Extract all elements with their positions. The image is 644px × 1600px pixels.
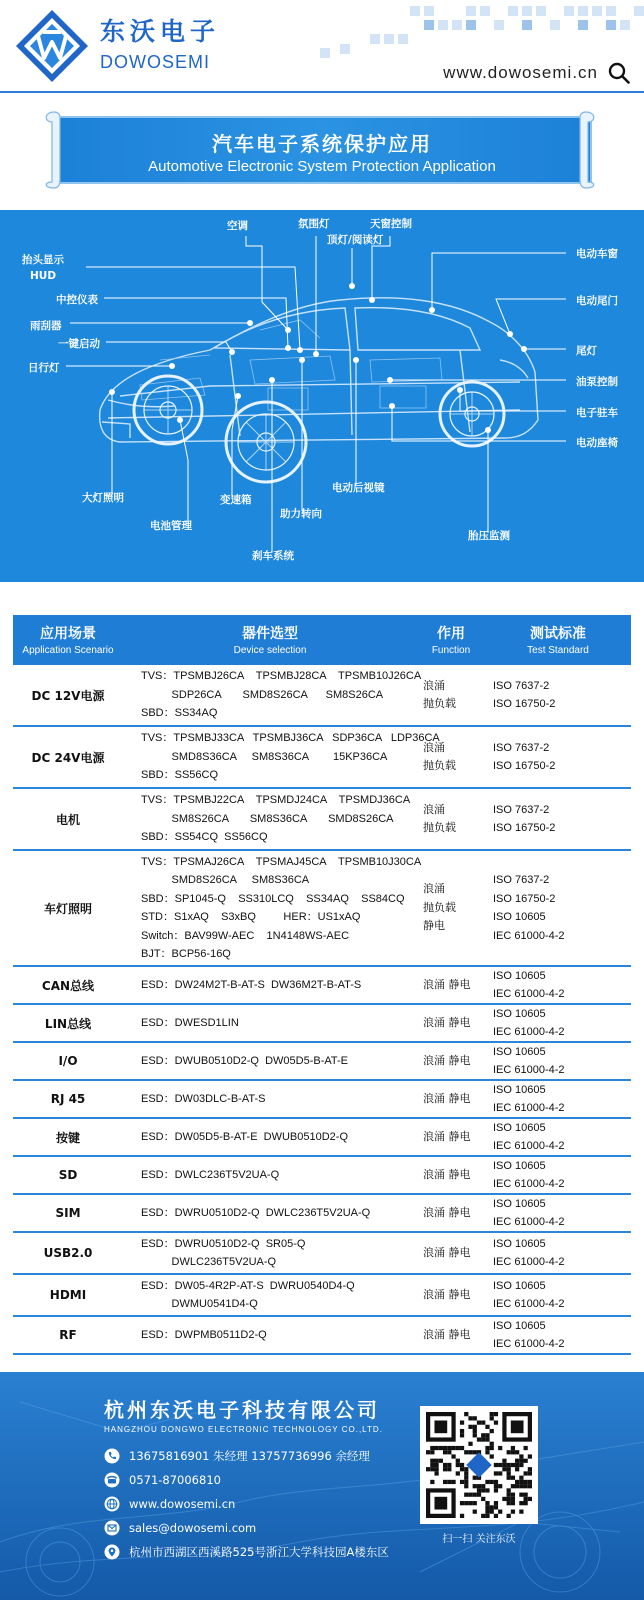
device-line: TVS：TPSMBJ26CA TPSMBJ28CA TPSMB10J26CA — [141, 670, 422, 683]
function-line: 浪涌 静电 — [423, 1015, 471, 1029]
page-title-cn: 汽车电子系统保护应用 — [212, 132, 432, 156]
function-line: 浪涌 — [423, 740, 445, 754]
function-cell — [417, 1043, 485, 1079]
device-cell — [123, 1195, 417, 1231]
function-cell — [417, 665, 485, 725]
brand-name-cn: 东沃电子 — [100, 17, 221, 46]
label-gearbox: 变速箱 — [220, 494, 252, 506]
standard-line: ISO 10605 — [493, 969, 546, 982]
function-line: 浪涌 静电 — [423, 1129, 471, 1143]
standard-cell — [485, 1081, 631, 1117]
label-headlight: 大灯照明 — [82, 492, 124, 504]
scenario-cell: CAN总线 — [41, 978, 95, 993]
standard-line: ISO 7637-2 — [493, 679, 550, 692]
function-cell — [417, 851, 485, 965]
device-line: ESD：DWUB0510D2-Q DW05D5-B-AT-E — [141, 1054, 349, 1067]
standard-line: ISO 7637-2 — [493, 803, 550, 816]
label-power-tailgate: 电动尾门 — [576, 295, 618, 307]
device-cell — [123, 1317, 417, 1353]
standard-line: IEC 61000-4-2 — [493, 988, 565, 1000]
header-function: 作用 Function — [431, 625, 471, 656]
label-tire-pressure: 胎压监测 — [468, 530, 510, 542]
device-line: ESD：DW05-4R2P-AT-S DWRU0540D4-Q — [141, 1279, 355, 1292]
standard-line: ISO 10605 — [493, 1083, 546, 1096]
company-name-en: HANGZHOU DONGWO ELECTRONIC TECHNOLOGY CO.,LTD. — [104, 1425, 383, 1434]
label-ambient-light: 氛围灯 — [298, 218, 330, 230]
standard-line: IEC 61000-4-2 — [493, 929, 565, 942]
standard-line: ISO 16750-2 — [493, 892, 556, 905]
device-line: DWLC236T5V2UA-Q — [141, 1256, 277, 1268]
function-line: 浪涌 静电 — [423, 1205, 471, 1219]
device-line: TVS：TPSMBJ22CA TPSMDJ24CA TPSMDJ36CA — [141, 794, 411, 807]
standard-line: IEC 61000-4-2 — [493, 1026, 565, 1038]
standard-cell — [485, 1043, 631, 1079]
label-tail-light: 尾灯 — [576, 345, 597, 357]
car-wireframe — [0, 210, 644, 582]
scenario-cell: RJ 45 — [50, 1092, 86, 1106]
standard-line: IEC 61000-4-2 — [493, 1338, 565, 1350]
title-banner-body — [52, 116, 592, 184]
scroll-left-decoration — [40, 110, 62, 190]
table-row — [13, 1233, 631, 1275]
table-row — [13, 789, 631, 851]
device-line: ESD：DW24M2T-B-AT-S DW36M2T-B-AT-S — [141, 978, 362, 991]
footer — [0, 1372, 644, 1600]
function-line: 浪涌 静电 — [423, 1245, 471, 1259]
label-fuel-pump-control: 油泵控制 — [576, 376, 618, 388]
table-row — [13, 1081, 631, 1119]
table-row — [13, 1119, 631, 1157]
website-url-text[interactable]: www.dowosemi.cn — [443, 63, 598, 82]
device-line: ESD：DWESD1LIN — [141, 1016, 239, 1029]
table-row — [13, 1317, 631, 1355]
standard-cell — [485, 1195, 631, 1231]
device-cell — [123, 1275, 417, 1315]
device-cell — [123, 967, 417, 1003]
device-cell — [123, 1233, 417, 1273]
header-scenario: 应用场景 Application Scenario — [22, 625, 114, 656]
table-body — [13, 665, 631, 1355]
standard-cell — [485, 789, 631, 849]
label-brake-system: 刹车系统 — [252, 550, 294, 562]
standard-line: ISO 10605 — [493, 911, 546, 923]
label-air-conditioning: 空调 — [227, 220, 248, 232]
standard-line: ISO 10605 — [493, 1159, 546, 1172]
standard-line: ISO 10605 — [493, 1237, 546, 1250]
label-daytime-running-light: 日行灯 — [28, 362, 60, 374]
standard-cell — [485, 1317, 631, 1353]
table-row — [13, 1043, 631, 1081]
device-line: SMD8S36CA SM8S36CA 15KP36CA — [141, 750, 388, 763]
header-standard: 测试标准 Test Standard — [527, 625, 589, 656]
device-line: ESD：DWRU0510D2-Q DWLC236T5V2UA-Q — [141, 1206, 371, 1219]
standard-line: IEC 61000-4-2 — [493, 1216, 565, 1228]
device-line: SMD8S26CA SM8S36CA — [141, 874, 310, 886]
label-power-mirror: 电动后视镜 — [332, 482, 385, 494]
standard-cell — [485, 1233, 631, 1273]
function-line: 浪涌 静电 — [423, 977, 471, 991]
label-hud: HUD — [30, 270, 57, 282]
device-cell — [123, 1043, 417, 1079]
function-cell — [417, 1005, 485, 1041]
standard-cell — [485, 1275, 631, 1315]
table-row — [13, 665, 631, 727]
standard-line: ISO 16750-2 — [493, 698, 556, 710]
table-row — [13, 1005, 631, 1043]
label-sunroof-control: 天窗控制 — [370, 218, 412, 230]
standard-line: ISO 10605 — [493, 1007, 546, 1020]
header-divider — [0, 91, 644, 93]
device-line: SM8S26CA SM8S36CA SMD8S26CA — [141, 812, 394, 825]
device-line: ESD：DW05D5-B-AT-E DWUB0510D2-Q — [141, 1130, 349, 1143]
phone-icon — [104, 1448, 120, 1464]
device-line: TVS：TPSMBJ33CA TPSMBJ36CA SDP36CA LDP36CA — [141, 732, 440, 745]
device-cell — [123, 1005, 417, 1041]
function-cell — [417, 967, 485, 1003]
device-line: SBD：SP1045-Q SS310LCQ SS34AQ SS84CQ — [141, 892, 405, 905]
function-line: 浪涌 静电 — [423, 1327, 471, 1341]
standard-cell — [485, 967, 631, 1003]
function-cell — [417, 1233, 485, 1273]
function-line: 浪涌 — [423, 802, 445, 816]
device-line: DWMU0541D4-Q — [141, 1298, 258, 1310]
brand-name-en: DOWOSEMI — [100, 52, 210, 72]
standard-cell — [485, 727, 631, 787]
function-cell — [417, 1119, 485, 1155]
scenario-cell: LIN总线 — [44, 1016, 92, 1031]
website-url[interactable] — [443, 62, 630, 84]
scenario-cell: SIM — [55, 1206, 81, 1220]
function-cell — [417, 789, 485, 849]
device-line: ESD：DWPMB0511D2-Q — [141, 1328, 267, 1341]
contact-telephone[interactable]: 0571-87006810 — [104, 1472, 221, 1488]
label-power-window: 电动车窗 — [576, 248, 618, 260]
standard-line: ISO 10605 — [493, 1279, 546, 1292]
function-line: 浪涌 静电 — [423, 1053, 471, 1067]
page-title-en: Automotive Electronic System Protection Application — [148, 158, 496, 175]
standard-line: IEC 61000-4-2 — [493, 1256, 565, 1268]
device-cell — [123, 1081, 417, 1117]
standard-line: ISO 7637-2 — [493, 874, 550, 886]
standard-line: ISO 16750-2 — [493, 822, 556, 834]
scenario-cell: SD — [58, 1168, 78, 1182]
company-name-cn: 杭州东沃电子科技有限公司 — [104, 1398, 380, 1422]
function-line: 抛负载 — [423, 900, 456, 914]
table-row — [13, 1157, 631, 1195]
standard-line: IEC 61000-4-2 — [493, 1140, 565, 1152]
title-banner — [40, 110, 600, 190]
car-application-diagram — [0, 210, 644, 582]
function-line: 抛负载 — [423, 759, 456, 772]
scenario-cell: 车灯照明 — [43, 901, 92, 916]
contact-website[interactable]: www.dowosemi.cn — [104, 1496, 235, 1512]
device-cell — [123, 665, 422, 725]
function-line: 浪涌 静电 — [423, 1167, 471, 1181]
function-line: 浪涌 — [423, 882, 445, 896]
globe-icon — [104, 1496, 120, 1512]
label-dome-reading-light: 顶灯/阅读灯 — [327, 234, 384, 246]
standard-line: ISO 10605 — [493, 1045, 546, 1058]
standard-line: ISO 7637-2 — [493, 741, 550, 754]
scenario-cell: 电机 — [55, 812, 80, 827]
scenario-cell: DC 24V电源 — [31, 750, 105, 765]
device-cell — [123, 1119, 417, 1155]
label-one-key-start: 一键启动 — [58, 338, 100, 350]
function-cell — [417, 1317, 485, 1353]
device-line: ESD：DW03DLC-B-AT-S — [141, 1092, 266, 1105]
standard-line: IEC 61000-4-2 — [493, 1102, 565, 1114]
dowosemi-logo — [14, 8, 90, 84]
function-cell — [417, 1275, 485, 1315]
standard-cell — [485, 851, 631, 965]
scenario-cell: USB2.0 — [43, 1246, 93, 1260]
scenario-cell: DC 12V电源 — [31, 688, 105, 703]
scroll-right-decoration — [578, 110, 600, 190]
function-line: 浪涌 静电 — [423, 1287, 471, 1301]
pixel-decoration — [300, 0, 644, 60]
qr-caption: 扫一扫 关注东沃 — [442, 1534, 516, 1545]
device-line: Switch：BAV99W-AEC 1N4148WS-AEC — [141, 929, 350, 942]
contact-phone[interactable]: 13675816901 朱经理 13757736996 余经理 — [104, 1448, 370, 1464]
table-row — [13, 851, 631, 967]
device-cell — [123, 1157, 417, 1193]
device-line: ESD：DWRU0510D2-Q SR05-Q — [141, 1237, 306, 1250]
telephone-icon — [104, 1472, 120, 1488]
email-icon — [104, 1520, 120, 1536]
device-line: STD：S1xAQ S3xBQ HER：US1xAQ — [141, 911, 361, 923]
device-cell — [123, 851, 422, 965]
function-cell — [417, 727, 485, 787]
function-line: 浪涌 静电 — [423, 1091, 471, 1105]
label-wiper: 雨刮器 — [30, 320, 62, 332]
standard-line: ISO 10605 — [493, 1121, 546, 1134]
label-power-steering: 助力转向 — [280, 508, 322, 520]
device-line: ESD：DWLC236T5V2UA-Q — [141, 1168, 280, 1181]
standard-cell — [485, 665, 631, 725]
device-cell — [123, 789, 417, 849]
label-head-up-display: 抬头显示 — [22, 254, 64, 266]
device-line: BJT：BCP56-16Q — [141, 948, 231, 960]
table-row — [13, 727, 631, 789]
standard-cell — [485, 1157, 631, 1193]
function-cell — [417, 1157, 485, 1193]
device-line: SDP26CA SMD8S26CA SM8S26CA — [141, 688, 384, 701]
table-header — [13, 615, 631, 665]
standard-line: IEC 61000-4-2 — [493, 1178, 565, 1190]
standard-cell — [485, 1005, 631, 1041]
function-cell — [417, 1081, 485, 1117]
scenario-cell: 按键 — [55, 1130, 80, 1145]
qr-code[interactable] — [420, 1406, 538, 1524]
header — [0, 0, 644, 95]
label-electronic-parking: 电子驻车 — [576, 407, 618, 419]
standard-line: ISO 10605 — [493, 1197, 546, 1210]
table-row — [13, 1275, 631, 1317]
application-table — [13, 615, 631, 1355]
contact-address: 杭州市西湖区西溪路525号浙江大学科技园A楼东区 — [104, 1544, 389, 1560]
header-device: 器件选型 Device selection — [233, 625, 307, 656]
scenario-cell: RF — [59, 1328, 77, 1342]
search-icon[interactable] — [608, 62, 630, 84]
standard-line: IEC 61000-4-2 — [493, 1064, 565, 1076]
function-line: 抛负载 — [423, 697, 456, 710]
function-line: 浪涌 — [423, 678, 445, 692]
device-line: SBD：SS34AQ — [141, 707, 218, 720]
table-row — [13, 967, 631, 1005]
device-line: SBD：SS54CQ SS56CQ — [141, 831, 268, 844]
standard-line: IEC 61000-4-2 — [493, 1298, 565, 1310]
contact-email[interactable]: sales@dowosemi.com — [104, 1520, 256, 1536]
label-battery-management: 电池管理 — [150, 520, 192, 532]
label-center-console: 中控仪表 — [56, 294, 98, 306]
function-cell — [417, 1195, 485, 1231]
table-row — [13, 1195, 631, 1233]
label-power-seat: 电动座椅 — [576, 437, 618, 449]
device-line: TVS：TPSMAJ26CA TPSMAJ45CA TPSMB10J30CA — [141, 855, 422, 868]
standard-line: ISO 10605 — [493, 1319, 546, 1332]
location-icon — [104, 1544, 120, 1560]
standard-cell — [485, 1119, 631, 1155]
function-line: 静电 — [423, 919, 445, 933]
qr-code-image — [426, 1412, 532, 1518]
standard-line: ISO 16750-2 — [493, 760, 556, 772]
function-line: 抛负载 — [423, 821, 456, 834]
scenario-cell: I/O — [58, 1054, 78, 1068]
scenario-cell: HDMI — [49, 1288, 87, 1302]
device-line: SBD：SS56CQ — [141, 769, 219, 782]
